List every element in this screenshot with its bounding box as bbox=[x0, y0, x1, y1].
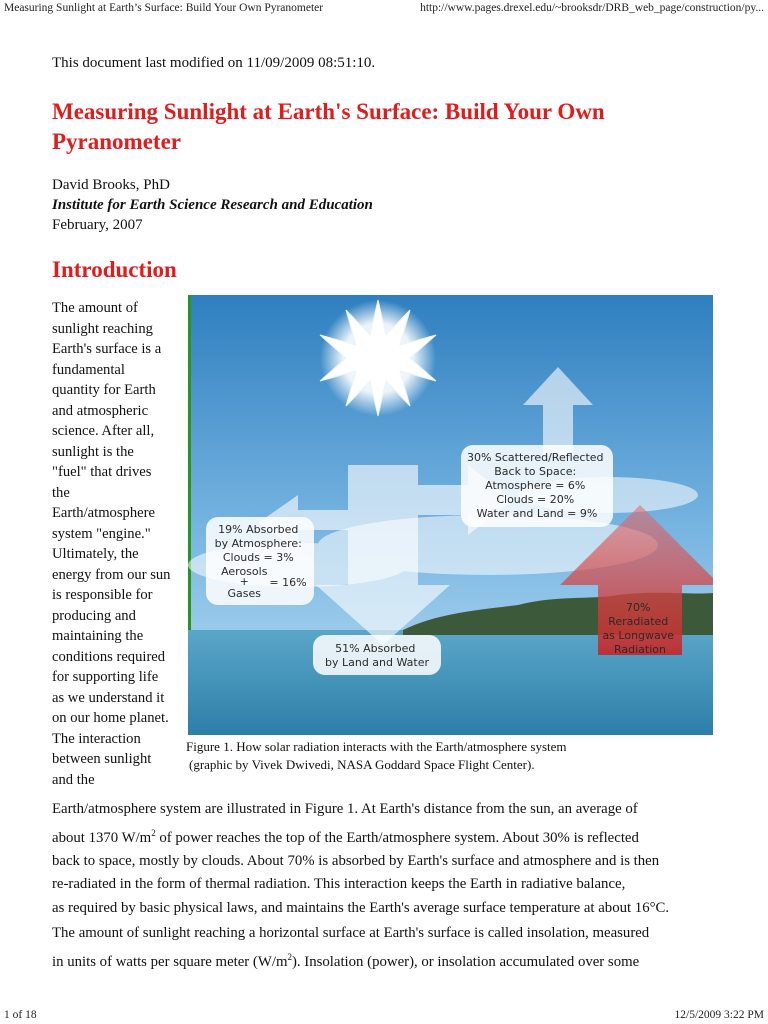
print-header bbox=[0, 0, 768, 16]
intro-line: is responsible for bbox=[52, 587, 153, 603]
para2-line bbox=[52, 946, 732, 974]
paragraph-2 bbox=[52, 922, 732, 974]
absorbed-atm-line: + bbox=[239, 575, 249, 588]
print-header-url: http://www.pages.drexel.edu/~brooksdr/DRB_web_page/construction/py... bbox=[420, 2, 764, 14]
page-title bbox=[52, 97, 722, 157]
document-body bbox=[52, 55, 722, 798]
para1-line: Earth/atmosphere system are illustrated in Figure 1. At Earth's distance from the sun, an average of bbox=[52, 801, 638, 817]
absorbed-atm-line: 19% Absorbed bbox=[218, 523, 299, 536]
author-block bbox=[52, 175, 722, 235]
intro-line: for supporting life bbox=[52, 669, 159, 685]
para2-line-2b: ). Insolation (power), or insolation accumulated over some bbox=[291, 953, 640, 970]
para1-line bbox=[52, 822, 732, 850]
svg-text:51% Absorbed by Land bbox=[325, 642, 429, 669]
intro-line: The interaction bbox=[52, 730, 141, 747]
para1-line-2a: about 1370 W/m bbox=[52, 829, 152, 846]
title-line-2: Pyranometer bbox=[52, 129, 181, 154]
intro-line: producing and bbox=[52, 607, 136, 624]
intro-line: The amount of bbox=[52, 300, 138, 316]
scattered-line: Water and Land = 9% bbox=[476, 507, 598, 520]
intro-line: Earth/atmosphere bbox=[52, 505, 155, 521]
intro-line: and atmospheric bbox=[52, 402, 149, 419]
intro-line: quantity for Earth bbox=[52, 382, 156, 398]
para1-line: back to space, mostly by clouds. About 70% is absorbed by Earth's surface and atmosphere and is then bbox=[52, 852, 660, 869]
scattered-line: Atmosphere = 6% bbox=[485, 479, 586, 492]
intro-text-column bbox=[52, 298, 184, 790]
intro-line: as we understand it bbox=[52, 689, 165, 706]
intro-line: conditions required bbox=[52, 648, 166, 665]
reradiated-line: Radiation bbox=[614, 643, 666, 656]
absorbed-atm-line: Gases bbox=[227, 587, 261, 600]
absorbed-land-line: by Land and Water bbox=[324, 656, 430, 669]
intro-line: on our home planet. bbox=[52, 710, 169, 726]
intro-line: and the bbox=[52, 771, 95, 788]
intro-line: sunlight is the bbox=[52, 443, 134, 460]
intro-line: system "engine." bbox=[52, 525, 151, 542]
figure-caption bbox=[186, 738, 716, 774]
para1-line: as required by basic physical laws, and maintains the Earth's average surface temperature at about 16°C. bbox=[52, 899, 670, 916]
last-modified: This document last modified on 11/09/2009 08:51:10. bbox=[52, 55, 376, 71]
title-line-1: Measuring Sunlight at Earth's Surface: Build Your Own bbox=[52, 99, 605, 124]
scattered-line: 30% Scattered/Reflected bbox=[466, 451, 604, 464]
intro-line: sunlight reaching bbox=[52, 320, 153, 337]
label-scattered bbox=[461, 445, 613, 527]
page-number: 1 of 18 bbox=[4, 1009, 37, 1021]
svg-text:30% Scattered/Reflected bbox=[467, 451, 607, 520]
absorbed-atm-line: Aerosols bbox=[221, 565, 268, 578]
section-heading-introduction: Introduction bbox=[52, 257, 177, 282]
absorbed-atm-line: = 16% bbox=[269, 576, 307, 589]
label-absorbed-land bbox=[313, 635, 441, 675]
author-institute: Institute for Earth Science Research and Education bbox=[52, 197, 373, 213]
absorbed-land-line: 51% Absorbed bbox=[335, 642, 416, 655]
intro-line: fundamental bbox=[52, 361, 125, 378]
para1-line: re-radiated in the form of thermal radiation. This interaction keeps the Earth in radiative balance, bbox=[52, 876, 626, 893]
intro-line: "fuel" that drives bbox=[52, 464, 152, 480]
reradiated-line: 70% bbox=[626, 601, 651, 614]
print-header-title: Measuring Sunlight at Earth’s Surface: Build Your Own Pyranometer bbox=[4, 2, 324, 14]
sun-icon bbox=[320, 300, 436, 416]
caption-line-2: (graphic by Vivek Dwivedi, NASA Goddard Space Flight Center). bbox=[189, 757, 535, 772]
para1-superscript: 2 bbox=[151, 827, 156, 838]
intro-line: science. After all, bbox=[52, 423, 155, 439]
intro-line: energy from our sun bbox=[52, 566, 171, 583]
scattered-line: Clouds = 20% bbox=[496, 493, 575, 506]
paragraph-1 bbox=[52, 798, 732, 920]
intro-line: the bbox=[52, 484, 70, 501]
intro-block bbox=[52, 298, 722, 798]
print-footer bbox=[0, 1006, 768, 1024]
scattered-line: Back to Space: bbox=[494, 465, 577, 478]
print-datetime: 12/5/2009 3:22 PM bbox=[674, 1009, 764, 1021]
solar-radiation-figure bbox=[188, 295, 713, 735]
intro-line: Earth's surface is a bbox=[52, 341, 162, 357]
intro-line: between sunlight bbox=[52, 751, 152, 767]
caption-line-1: Figure 1. How solar radiation interacts with the Earth/atmosphere system bbox=[186, 739, 567, 754]
intro-line: maintaining the bbox=[52, 628, 144, 644]
absorbed-atm-line: Clouds = 3% bbox=[222, 551, 294, 564]
para2-line: The amount of sunlight reaching a horizontal surface at Earth's surface is called insolation, measured bbox=[52, 925, 650, 941]
absorbed-atm-line: by Atmosphere: bbox=[214, 537, 302, 550]
intro-line: Ultimately, the bbox=[52, 546, 139, 562]
label-absorbed-atmosphere bbox=[206, 517, 314, 605]
para1-line-2b: of power reaches the top of the Earth/atmosphere system. About 30% is reflected bbox=[155, 829, 639, 846]
svg-text:19% Absorbed by Atmo bbox=[215, 523, 307, 600]
reradiated-line: Reradiated bbox=[608, 615, 669, 628]
para2-line-2a: in units of watts per square meter (W/m bbox=[52, 953, 288, 970]
author-name: David Brooks, PhD bbox=[52, 177, 170, 193]
publish-date: February, 2007 bbox=[52, 217, 143, 233]
para2-superscript: 2 bbox=[287, 951, 292, 962]
reradiated-line: as Longwave bbox=[602, 629, 675, 642]
